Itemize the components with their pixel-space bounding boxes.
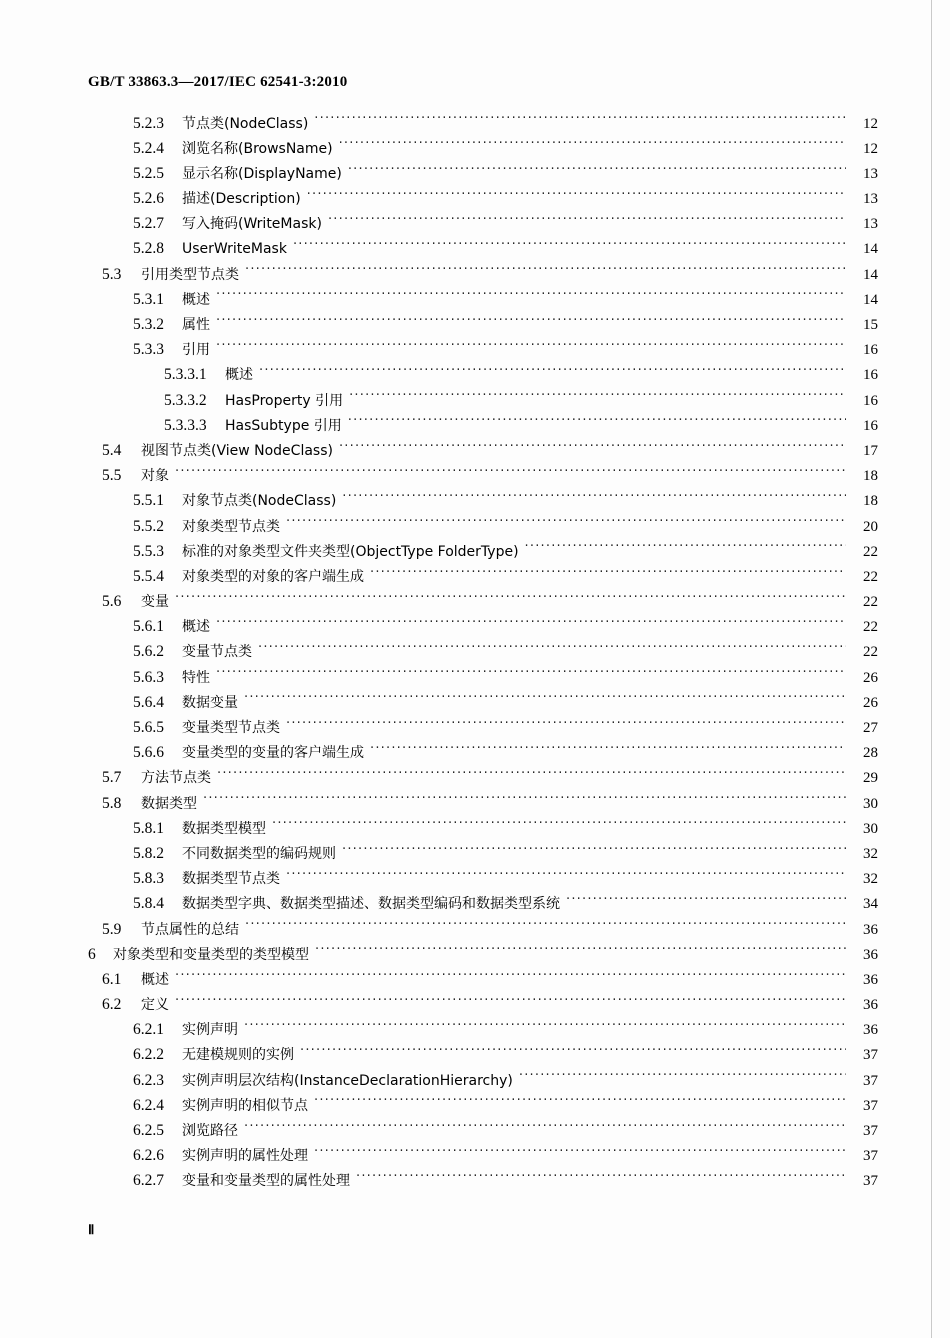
toc-leader-dots: [328, 213, 846, 229]
toc-entry-number: 5.2.6: [133, 190, 164, 208]
toc-entry-page-number: 37: [863, 1173, 878, 1190]
toc-entry[interactable]: [88, 893, 878, 918]
toc-entry[interactable]: [88, 1170, 878, 1195]
toc-entry-title: 变量和变量类型的属性处理: [182, 1173, 350, 1190]
toc-entry-page-number: 17: [863, 442, 878, 459]
toc-entry-title: 不同数据类型的编码规则: [182, 845, 336, 862]
toc-entry-number: 5.2.7: [133, 215, 164, 233]
toc-leader-dots: [307, 188, 846, 204]
toc-entry-number: 6: [88, 945, 96, 963]
toc-entry-title: HasSubtype 引用: [225, 417, 342, 434]
toc-entry-page-number: 22: [863, 543, 878, 560]
toc-entry-title: 对象: [141, 468, 169, 485]
toc-entry-number: 5.2.3: [133, 114, 164, 132]
toc-entry-title: 描述(Description): [182, 191, 301, 208]
toc-entry-page-number: 26: [863, 694, 878, 711]
toc-entry-number: 5.7: [102, 769, 122, 787]
toc-entry-page-number: 16: [863, 392, 878, 409]
toc-entry-page-number: 36: [863, 921, 878, 938]
toc-entry-title: 特性: [182, 669, 210, 686]
toc-entry[interactable]: [88, 994, 878, 1019]
toc-entry-number: 5.4: [102, 441, 122, 459]
toc-entry[interactable]: [88, 767, 878, 792]
toc-leader-dots: [293, 238, 846, 254]
page-header-standard-id: GB/T 33863.3—2017/IEC 62541-3:2010: [88, 74, 348, 90]
toc-entry-title: 对象类型的对象的客户端生成: [182, 568, 364, 585]
toc-entry-page-number: 12: [863, 140, 878, 157]
toc-entry-number: 6.2.6: [133, 1147, 164, 1165]
toc-entry[interactable]: [88, 439, 878, 464]
toc-entry-number: 5.6: [102, 593, 122, 611]
toc-entry-number: 5.3.3: [133, 341, 164, 359]
toc-entry[interactable]: [88, 943, 878, 968]
toc-entry-title: 浏览名称(BrowsName): [182, 140, 333, 157]
toc-entry[interactable]: [88, 490, 878, 515]
toc-entry-page-number: 13: [863, 191, 878, 208]
toc-leader-dots: [315, 943, 846, 959]
toc-entry-title: 方法节点类: [141, 770, 211, 787]
toc-entry-title: 变量节点类: [182, 644, 252, 661]
toc-entry[interactable]: [88, 515, 878, 540]
toc-entry-page-number: 22: [863, 568, 878, 585]
toc-entry-title: 引用类型节点类: [141, 266, 239, 283]
toc-entry-number: 5.8.3: [133, 870, 164, 888]
toc-entry-page-number: 12: [863, 115, 878, 132]
toc-entry-page-number: 30: [863, 820, 878, 837]
toc-entry-title: 显示名称(DisplayName): [182, 165, 342, 182]
toc-entry-title: HasProperty 引用: [225, 392, 344, 409]
toc-entry-page-number: 29: [863, 770, 878, 787]
toc-entry-number: 5.6.5: [133, 719, 164, 736]
toc-entry-number: 5.8: [102, 794, 122, 812]
toc-leader-dots: [245, 918, 846, 934]
toc-entry[interactable]: [88, 717, 878, 742]
toc-entry[interactable]: [88, 641, 878, 666]
toc-entry-page-number: 36: [863, 946, 878, 963]
toc-entry[interactable]: [88, 162, 878, 187]
toc-entry[interactable]: [88, 565, 878, 590]
toc-entry-number: 5.3.3.1: [164, 366, 207, 384]
toc-entry-number: 5.5: [102, 467, 122, 485]
toc-entry-title: 数据类型节点类: [182, 871, 280, 888]
toc-entry-title: 无建模规则的实例: [182, 1047, 294, 1064]
toc-entry[interactable]: [88, 842, 878, 867]
toc-leader-dots: [216, 339, 846, 355]
toc-entry-number: 5.2.4: [133, 139, 164, 157]
toc-leader-dots: [203, 792, 846, 808]
toc-leader-dots: [286, 515, 846, 531]
toc-leader-dots: [314, 1094, 846, 1110]
toc-entry-page-number: 13: [863, 165, 878, 182]
toc-leader-dots: [175, 465, 846, 481]
toc-entry[interactable]: [88, 1094, 878, 1119]
toc-entry[interactable]: [88, 314, 878, 339]
toc-leader-dots: [348, 414, 846, 430]
toc-entry[interactable]: [88, 288, 878, 313]
toc-entry-page-number: 16: [863, 417, 878, 434]
toc-entry-number: 5.6.6: [133, 744, 164, 762]
toc-leader-dots: [217, 767, 846, 783]
toc-entry[interactable]: [88, 918, 878, 943]
toc-leader-dots: [356, 1170, 846, 1186]
toc-entry[interactable]: [88, 1120, 878, 1145]
toc-entry[interactable]: [88, 263, 878, 288]
toc-leader-dots: [566, 893, 846, 909]
toc-entry-title: 写入掩码(WriteMask): [182, 216, 322, 233]
toc-entry-page-number: 30: [863, 795, 878, 812]
toc-entry-page-number: 37: [863, 1047, 878, 1064]
toc-entry-title: 属性: [182, 317, 210, 333]
toc-entry[interactable]: [88, 1044, 878, 1069]
toc-entry-title: 概述: [182, 619, 210, 636]
toc-entry-number: 5.3: [102, 265, 122, 283]
toc-entry-page-number: 13: [863, 216, 878, 233]
toc-entry-title: 变量类型节点类: [182, 720, 280, 736]
toc-entry[interactable]: [88, 1069, 878, 1094]
toc-entry-number: 5.3.2: [133, 316, 164, 333]
toc-leader-dots: [339, 439, 846, 455]
toc-entry-title: 变量类型的变量的客户端生成: [182, 745, 364, 762]
toc-leader-dots: [348, 162, 846, 178]
toc-entry-title: 定义: [141, 997, 169, 1014]
toc-entry-number: 6.2.5: [133, 1122, 164, 1139]
toc-entry[interactable]: [88, 364, 878, 389]
toc-leader-dots: [370, 565, 846, 581]
toc-entry-title: 数据类型模型: [182, 820, 266, 837]
toc-entry-page-number: 14: [863, 266, 878, 283]
toc-leader-dots: [519, 1069, 846, 1085]
toc-entry-number: 5.3.1: [133, 290, 164, 308]
toc-entry-title: 节点属性的总结: [141, 921, 239, 938]
toc-entry-number: 5.9: [102, 920, 122, 938]
toc-entry[interactable]: [88, 188, 878, 213]
toc-entry-number: 5.6.2: [133, 643, 164, 661]
toc-entry-number: 5.2.8: [133, 240, 164, 258]
toc-entry[interactable]: [88, 691, 878, 716]
toc-entry-title: 对象类型和变量类型的类型模型: [113, 946, 309, 963]
toc-entry-number: 5.5.3: [133, 542, 164, 560]
toc-entry-page-number: 32: [863, 845, 878, 862]
toc-entry[interactable]: [88, 112, 878, 137]
toc-entry-title: 数据类型字典、数据类型描述、数据类型编码和数据类型系统: [182, 896, 560, 913]
toc-entry-title: 数据类型: [141, 795, 197, 812]
toc-entry[interactable]: [88, 792, 878, 817]
toc-entry[interactable]: [88, 591, 878, 616]
toc-entry-page-number: 14: [863, 291, 878, 308]
toc-leader-dots: [349, 389, 846, 405]
toc-entry[interactable]: [88, 414, 878, 439]
toc-entry-page-number: 36: [863, 971, 878, 988]
page-number-footer: Ⅱ: [88, 1222, 95, 1237]
toc-entry-page-number: 37: [863, 1072, 878, 1089]
toc-entry[interactable]: [88, 742, 878, 767]
toc-entry-page-number: 28: [863, 745, 878, 762]
toc-entry[interactable]: [88, 213, 878, 238]
toc-entry[interactable]: [88, 238, 878, 263]
toc-entry[interactable]: [88, 817, 878, 842]
toc-entry-page-number: 22: [863, 619, 878, 636]
toc-leader-dots: [370, 742, 846, 758]
toc-entry[interactable]: [88, 465, 878, 490]
toc-entry-page-number: 20: [863, 518, 878, 535]
toc-leader-dots: [258, 641, 846, 657]
toc-entry-title: 实例声明: [182, 1022, 238, 1039]
table-of-contents: [88, 112, 878, 1195]
toc-entry[interactable]: [88, 968, 878, 993]
toc-entry-number: 6.2.2: [133, 1046, 164, 1064]
toc-leader-dots: [300, 1044, 846, 1060]
toc-leader-dots: [216, 314, 846, 330]
toc-leader-dots: [216, 616, 846, 632]
toc-entry-title: 概述: [141, 971, 169, 988]
toc-entry-page-number: 32: [863, 871, 878, 888]
toc-leader-dots: [216, 666, 846, 682]
toc-entry-number: 6.2: [102, 996, 122, 1014]
toc-entry-title: 引用: [182, 342, 210, 359]
toc-leader-dots: [314, 1145, 846, 1161]
toc-leader-dots: [245, 263, 846, 279]
toc-leader-dots: [175, 994, 846, 1010]
toc-leader-dots: [216, 288, 846, 304]
toc-entry-title: 对象类型节点类: [182, 518, 280, 535]
toc-leader-dots: [244, 1019, 846, 1035]
toc-entry-title: 视图节点类(View NodeClass): [141, 442, 333, 459]
toc-entry-page-number: 27: [863, 720, 878, 736]
toc-entry[interactable]: [88, 616, 878, 641]
toc-entry-title: 实例声明的属性处理: [182, 1148, 308, 1165]
toc-entry-title: 变量: [141, 594, 169, 611]
toc-entry-page-number: 18: [863, 493, 878, 510]
toc-entry-title: 节点类(NodeClass): [182, 115, 309, 132]
toc-entry-number: 5.6.1: [133, 618, 164, 636]
toc-leader-dots: [175, 591, 846, 607]
toc-entry-title: 实例声明层次结构(InstanceDeclarationHierarchy): [182, 1072, 513, 1089]
toc-entry-number: 5.8.1: [133, 819, 164, 837]
toc-entry-number: 6.2.3: [133, 1071, 164, 1089]
toc-entry-number: 6.2.4: [133, 1096, 164, 1114]
toc-entry-page-number: 37: [863, 1097, 878, 1114]
toc-entry-page-number: 15: [863, 317, 878, 333]
toc-entry-page-number: 37: [863, 1123, 878, 1139]
toc-entry-number: 5.5.2: [133, 517, 164, 535]
toc-entry-page-number: 36: [863, 1022, 878, 1039]
toc-entry[interactable]: [88, 389, 878, 414]
toc-entry-page-number: 14: [863, 241, 878, 258]
toc-entry[interactable]: [88, 1145, 878, 1170]
toc-entry-number: 5.6.4: [133, 693, 164, 711]
toc-leader-dots: [244, 691, 846, 707]
toc-entry-number: 5.8.4: [133, 895, 164, 913]
toc-entry-title: 标准的对象类型文件夹类型(ObjectType FolderType): [182, 543, 519, 560]
toc-entry-number: 5.5.4: [133, 567, 164, 585]
toc-leader-dots: [286, 717, 846, 733]
toc-leader-dots: [272, 817, 846, 833]
toc-entry-number: 5.3.3.2: [164, 391, 207, 409]
toc-entry-number: 5.8.2: [133, 844, 164, 862]
toc-leader-dots: [339, 137, 846, 153]
toc-entry[interactable]: [88, 137, 878, 162]
toc-leader-dots: [314, 112, 846, 128]
toc-entry-title: 实例声明的相似节点: [182, 1097, 308, 1114]
toc-entry-page-number: 16: [863, 342, 878, 359]
toc-entry-page-number: 36: [863, 997, 878, 1014]
toc-entry-page-number: 16: [863, 367, 878, 384]
toc-leader-dots: [342, 842, 846, 858]
toc-entry-page-number: 18: [863, 468, 878, 485]
toc-entry-page-number: 22: [863, 594, 878, 611]
toc-entry-title: 概述: [225, 367, 253, 384]
toc-leader-dots: [525, 540, 846, 556]
toc-entry-title: 概述: [182, 291, 210, 308]
toc-leader-dots: [342, 490, 846, 506]
toc-leader-dots: [244, 1120, 846, 1136]
toc-entry[interactable]: [88, 339, 878, 364]
toc-leader-dots: [286, 868, 846, 884]
toc-entry-number: 6.2.7: [133, 1172, 164, 1190]
toc-entry-page-number: 26: [863, 669, 878, 686]
toc-entry-page-number: 37: [863, 1148, 878, 1165]
toc-leader-dots: [259, 364, 846, 380]
toc-entry-title: 对象节点类(NodeClass): [182, 493, 337, 510]
toc-entry-number: 5.3.3.3: [164, 416, 207, 434]
toc-entry-title: 数据变量: [182, 694, 238, 711]
toc-entry-number: 6.2.1: [133, 1021, 164, 1039]
toc-entry-title: 浏览路径: [182, 1123, 238, 1139]
toc-entry[interactable]: [88, 666, 878, 691]
toc-entry-number: 5.5.1: [133, 492, 164, 510]
toc-entry-page-number: 22: [863, 644, 878, 661]
toc-entry[interactable]: [88, 868, 878, 893]
toc-entry-page-number: 34: [863, 896, 878, 913]
toc-entry[interactable]: [88, 540, 878, 565]
toc-entry-title: UserWriteMask: [182, 241, 287, 258]
toc-entry[interactable]: [88, 1019, 878, 1044]
toc-entry-number: 5.2.5: [133, 164, 164, 182]
toc-leader-dots: [175, 968, 846, 984]
toc-entry-number: 5.6.3: [133, 668, 164, 686]
toc-entry-number: 6.1: [102, 970, 122, 988]
page-edge-rule: [931, 0, 932, 1338]
